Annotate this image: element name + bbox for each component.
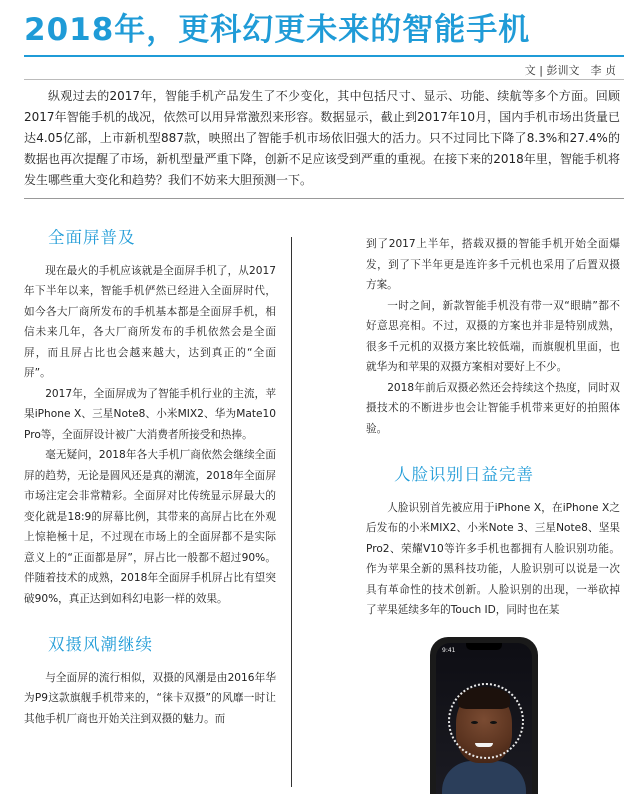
title-divider [24,55,624,57]
section-heading-dual-camera: 双摄风潮继续 [48,635,153,654]
section-heading-face-recognition: 人脸识别日益完善 [394,465,534,484]
paragraph: 人脸识别首先被应用于iPhone X，在iPhone X之后发布的小米MIX2、小米Note 3、三星Note8、坚果Pro2、荣耀V10等许多手机也都拥有人脸识别功能。作为苹果全新的黑科技功能，人脸识别可以说是一次具有革命性的技术创新。人脸识别的出现，一举砍掉了苹果延续多年的Touch ID，同时也在某 [366,501,620,616]
paragraph: 现在最火的手机应该就是全面屏手机了，从2017年下半年以来，智能手机俨然已经进入全面屏时代，如今各大厂商所发布的手机基本都是全面屏手机，相信未来几年，各大厂商所发布的手机依然会是全面屏，而且屏占比也会越来越大，达到真正的“全面屏”。 [24,264,276,379]
iphone-x-face-id-image [430,637,538,794]
byline-divider [24,79,624,80]
face-scan-ring-icon [448,683,524,759]
paragraph: 2018年前后双摄必然还会持续这个热度，同时双摄技术的不断进步也会让智能手机带来更好的拍照体验。 [366,381,620,435]
column-divider [291,237,292,787]
status-time: 9:41 [442,647,456,654]
section-heading-fullscreen: 全面屏普及 [48,228,136,247]
article-title: 2018年，更科幻更未来的智能手机 [24,12,531,48]
paragraph: 2017年，全面屏成为了智能手机行业的主流，苹果iPhone X、三星Note8、小米MIX2、华为Mate10 Pro等，全面屏设计被广大消费者所接受和热捧。 [24,387,276,441]
byline: 文 | 彭训文 李 贞 [524,64,616,77]
phone-notch [466,643,502,650]
person-shirt [442,761,526,794]
paragraph: 一时之间，新款智能手机没有带一双“眼睛”都不好意思亮相。不过，双摄的方案也并非是特别成熟，很多千元机的双摄方案比较低端，而旗舰机里面，也就华为和苹果的双摄方案相对要好上不少。 [366,299,620,373]
right-column [366,234,620,621]
phone-screen [436,643,532,794]
lead-paragraph: 纵观过去的2017年，智能手机产品发生了不少变化，其中包括尺寸、显示、功能、续航等多个方面。回顾2017年智能手机的战况，依然可以用异常激烈来形容。数据显示，截止到2017年10月，国内手机市场出货量已达4.05亿部，上市新机型887款，映照出了智能手机市场依旧强大的活力。只不过同比下降了8.3%和27.4%的数据也再次提醒了市场，新机型量严重下降，创新不足应该受到严重的重视。在接下来的2018年里，智能手机将发生哪些重大变化和趋势？我们不妨来大胆预测一下。 [24,89,620,187]
paragraph: 毫无疑问，2018年各大手机厂商依然会继续全面屏的趋势，无论是圆风还是真的潮流，2018年全面屏市场注定会非常精彩。全面屏对比传统显示屏最大的变化就是18:9的屏幕比例，其带来的高屏占比在外观上惊艳極十足，不过现在市场上的全面屏都不是实际意义上的“正面都是屏”，屏占比一般都不超过90%。伴随着技术的成熟，2018年全面屏手机屏占比有望突破90%，真正达到如科幻电影一样的效果。 [24,449,276,605]
lead-divider [24,198,624,199]
paragraph: 与全面屏的流行相似，双摄的风潮是由2016年华为P9这款旗舰手机带来的，“徕卡双摄”的风靡一时让其他手机厂商也开始关注到双摄的魅力。而 [24,671,276,725]
paragraph: 到了2017上半年，搭载双摄的智能手机开始全面爆发，到了下半年更是连许多千元机也采用了后置双摄方案。 [366,238,620,291]
left-column [24,228,276,729]
